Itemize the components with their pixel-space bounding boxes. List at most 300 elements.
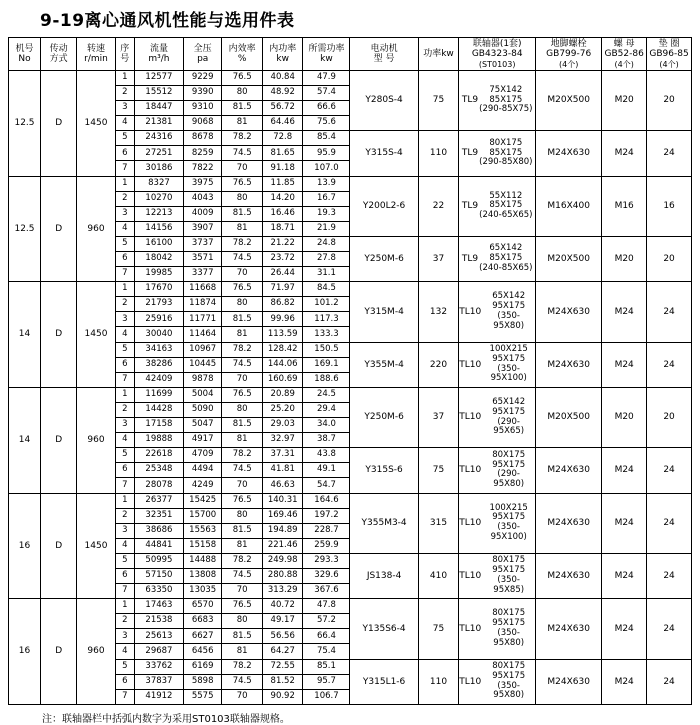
cell-washer: 24 [647,282,692,342]
cell-nut: M16 [602,176,647,236]
cell-flow: 21538 [134,614,183,629]
cell-required-power: 57.2 [303,614,350,629]
cell-pressure: 13035 [183,584,221,599]
cell-motor-power: 75 [418,70,459,130]
cell-efficiency: 80 [222,402,263,417]
cell-anchor-bolt: M20X500 [536,236,602,281]
coupling-sizes: 100X215 95X175 (350-95X100) [489,344,528,384]
cell-washer: 20 [647,70,692,130]
cell-anchor-bolt: M20X500 [536,387,602,447]
cell-efficiency: 74.5 [222,146,263,161]
cell-seq: 1 [115,176,134,191]
coupling-type: TL9 [461,201,479,212]
cell-power: 56.72 [262,101,303,116]
cell-required-power: 27.8 [303,252,350,267]
cell-efficiency: 81 [222,221,263,236]
cell-power: 41.81 [262,463,303,478]
cell-required-power: 133.3 [303,327,350,342]
cell-pressure: 15158 [183,538,221,553]
cell-motor-power: 220 [418,342,459,387]
cell-efficiency: 70 [222,584,263,599]
cell-power: 21.22 [262,236,303,251]
coupling-type: TL10 [459,518,482,529]
cell-nut: M24 [602,282,647,342]
cell-washer: 20 [647,236,692,281]
cell-nut: M24 [602,131,647,176]
cell-flow: 19985 [134,267,183,282]
cell-efficiency: 76.5 [222,387,263,402]
cell-flow: 10270 [134,191,183,206]
cell-machine-no: 12.5 [9,176,41,282]
cell-motor-power: 37 [418,236,459,281]
column-header-13: 螺 母 GB52-86 (4个) [602,38,647,71]
cell-power: 18.71 [262,221,303,236]
cell-power: 249.98 [262,553,303,568]
table-row [9,176,692,191]
column-header-4: 流量 m³/h [134,38,183,71]
cell-seq: 2 [115,508,134,523]
cell-flow: 21381 [134,116,183,131]
cell-pressure: 9068 [183,116,221,131]
cell-motor-power: 132 [418,282,459,342]
cell-pressure: 5898 [183,674,221,689]
cell-seq: 3 [115,418,134,433]
cell-washer: 20 [647,387,692,447]
cell-efficiency: 80 [222,191,263,206]
cell-pressure: 10967 [183,342,221,357]
cell-anchor-bolt: M24X630 [536,131,602,176]
cell-seq: 1 [115,70,134,85]
cell-pressure: 4917 [183,433,221,448]
cell-efficiency: 74.5 [222,463,263,478]
cell-flow: 8327 [134,176,183,191]
coupling-sizes: 100X215 95X175 (350-95X100) [489,502,528,542]
cell-seq: 4 [115,538,134,553]
cell-machine-no: 16 [9,599,41,705]
cell-required-power: 107.0 [303,161,350,176]
cell-drive-type: D [41,176,77,282]
cell-nut: M24 [602,553,647,598]
cell-efficiency: 76.5 [222,176,263,191]
cell-flow: 16100 [134,236,183,251]
cell-efficiency: 76.5 [222,282,263,297]
cell-seq: 5 [115,659,134,674]
cell-seq: 3 [115,312,134,327]
cell-washer: 24 [647,599,692,659]
cell-motor-model: Y250M-6 [350,387,418,447]
cell-drive-type: D [41,282,77,388]
cell-power: 46.63 [262,478,303,493]
cell-flow: 17463 [134,599,183,614]
cell-power: 49.17 [262,614,303,629]
table-header [9,38,692,71]
cell-efficiency: 81.5 [222,101,263,116]
cell-pressure: 3737 [183,236,221,251]
cell-pressure: 4043 [183,191,221,206]
cell-pressure: 10445 [183,357,221,372]
cell-power: 194.89 [262,523,303,538]
cell-required-power: 169.1 [303,357,350,372]
cell-anchor-bolt: M24X630 [536,599,602,659]
cell-seq: 7 [115,372,134,387]
cell-required-power: 85.1 [303,659,350,674]
cell-power: 128.42 [262,342,303,357]
cell-pressure: 5004 [183,387,221,402]
cell-pressure: 5047 [183,418,221,433]
cell-required-power: 75.4 [303,644,350,659]
cell-required-power: 34.0 [303,418,350,433]
cell-rpm: 1450 [77,282,115,388]
cell-flow: 15512 [134,85,183,100]
cell-motor-model: Y280S-4 [350,70,418,130]
cell-flow: 38286 [134,357,183,372]
cell-flow: 21793 [134,297,183,312]
cell-efficiency: 78.2 [222,131,263,146]
cell-motor-model: JS138-4 [350,553,418,598]
cell-power: 72.8 [262,131,303,146]
cell-coupling [459,493,536,553]
cell-seq: 5 [115,553,134,568]
cell-motor-power: 315 [418,493,459,553]
cell-flow: 33762 [134,659,183,674]
cell-pressure: 11668 [183,282,221,297]
cell-pressure: 3907 [183,221,221,236]
cell-efficiency: 81 [222,116,263,131]
cell-washer: 24 [647,493,692,553]
coupling-type: TL9 [461,253,479,264]
cell-required-power: 95.7 [303,674,350,689]
cell-power: 29.03 [262,418,303,433]
cell-efficiency: 74.5 [222,568,263,583]
column-header-7: 内功率 kw [262,38,303,71]
cell-required-power: 49.1 [303,463,350,478]
coupling-sizes: 65X142 85X175 (240-85X65) [479,243,533,273]
cell-flow: 30186 [134,161,183,176]
cell-power: 64.46 [262,116,303,131]
cell-flow: 25613 [134,629,183,644]
cell-machine-no: 14 [9,282,41,388]
cell-pressure: 11771 [183,312,221,327]
cell-flow: 24316 [134,131,183,146]
cell-seq: 5 [115,448,134,463]
page-title: 9-19离心通风机性能与选用件表 [40,11,295,31]
cell-motor-model: Y135S6-4 [350,599,418,659]
cell-pressure: 9229 [183,70,221,85]
cell-required-power: 101.2 [303,297,350,312]
cell-flow: 22618 [134,448,183,463]
cell-power: 280.88 [262,568,303,583]
cell-efficiency: 80 [222,85,263,100]
coupling-type: TL10 [459,623,482,634]
coupling-sizes: 65X142 95X175 (290-95X65) [492,397,526,437]
cell-flow: 19888 [134,433,183,448]
cell-required-power: 29.4 [303,402,350,417]
cell-pressure: 7822 [183,161,221,176]
cell-efficiency: 76.5 [222,493,263,508]
cell-efficiency: 74.5 [222,674,263,689]
cell-flow: 50995 [134,553,183,568]
table-row [9,70,692,85]
cell-pressure: 3571 [183,252,221,267]
cell-coupling [459,131,536,176]
cell-power: 48.92 [262,85,303,100]
coupling-type: TL10 [459,412,482,423]
performance-table [8,37,692,705]
cell-required-power: 164.6 [303,493,350,508]
coupling-type: TL10 [459,359,482,370]
cell-motor-model: Y315L1-6 [350,659,418,704]
cell-flow: 25916 [134,312,183,327]
cell-coupling [459,599,536,659]
cell-seq: 5 [115,342,134,357]
cell-seq: 7 [115,478,134,493]
cell-seq: 6 [115,357,134,372]
column-header-6: 内效率 % [222,38,263,71]
cell-required-power: 228.7 [303,523,350,538]
cell-nut: M24 [602,599,647,659]
cell-pressure: 15563 [183,523,221,538]
cell-flow: 29687 [134,644,183,659]
cell-power: 91.18 [262,161,303,176]
cell-efficiency: 76.5 [222,70,263,85]
cell-seq: 2 [115,85,134,100]
coupling-sizes: 55X112 85X175 (240-65X65) [479,190,533,221]
cell-pressure: 3975 [183,176,221,191]
cell-pressure: 15425 [183,493,221,508]
cell-power: 81.52 [262,674,303,689]
cell-flow: 42409 [134,372,183,387]
cell-power: 169.46 [262,508,303,523]
cell-seq: 5 [115,131,134,146]
column-header-5: 全压 pa [183,38,221,71]
cell-coupling [459,282,536,342]
cell-nut: M24 [602,448,647,493]
cell-pressure: 9310 [183,101,221,116]
cell-required-power: 19.3 [303,206,350,221]
cell-pressure: 14488 [183,553,221,568]
cell-flow: 63350 [134,584,183,599]
cell-rpm: 960 [77,176,115,282]
cell-motor-model: Y200L2-6 [350,176,418,236]
cell-coupling [459,553,536,598]
cell-seq: 7 [115,161,134,176]
cell-power: 71.97 [262,282,303,297]
cell-flow: 18042 [134,252,183,267]
cell-efficiency: 70 [222,372,263,387]
cell-pressure: 9390 [183,85,221,100]
cell-anchor-bolt: M24X630 [536,659,602,704]
cell-required-power: 47.8 [303,599,350,614]
cell-coupling [459,342,536,387]
cell-seq: 6 [115,252,134,267]
cell-seq: 4 [115,644,134,659]
footnote: 注：联轴器栏中括弧内数字为采用ST0103联轴器规格。 [42,713,290,725]
cell-flow: 11699 [134,387,183,402]
cell-efficiency: 74.5 [222,357,263,372]
column-header-8: 所需功率 kw [303,38,350,71]
cell-efficiency: 76.5 [222,599,263,614]
table-row [9,387,692,402]
cell-efficiency: 81 [222,433,263,448]
coupling-type: TL10 [459,570,482,581]
cell-anchor-bolt: M24X630 [536,282,602,342]
cell-required-power: 43.8 [303,448,350,463]
cell-anchor-bolt: M24X630 [536,553,602,598]
cell-required-power: 293.3 [303,553,350,568]
cell-power: 26.44 [262,267,303,282]
cell-efficiency: 81.5 [222,418,263,433]
cell-anchor-bolt: M20X500 [536,70,602,130]
cell-motor-power: 75 [418,448,459,493]
cell-efficiency: 80 [222,508,263,523]
cell-seq: 2 [115,297,134,312]
cell-motor-model: Y355M-4 [350,342,418,387]
cell-required-power: 75.6 [303,116,350,131]
cell-seq: 7 [115,267,134,282]
cell-efficiency: 70 [222,161,263,176]
cell-efficiency: 70 [222,478,263,493]
column-header-3: 序 号 [115,38,134,71]
cell-pressure: 15700 [183,508,221,523]
cell-washer: 24 [647,659,692,704]
cell-flow: 12577 [134,70,183,85]
cell-efficiency: 78.2 [222,659,263,674]
cell-power: 90.92 [262,689,303,704]
column-header-10: 功率kw [418,38,459,71]
cell-coupling [459,70,536,130]
cell-power: 140.31 [262,493,303,508]
cell-required-power: 47.9 [303,70,350,85]
cell-seq: 6 [115,463,134,478]
cell-seq: 4 [115,433,134,448]
cell-required-power: 259.9 [303,538,350,553]
cell-required-power: 329.6 [303,568,350,583]
cell-required-power: 188.6 [303,372,350,387]
cell-power: 221.46 [262,538,303,553]
cell-required-power: 84.5 [303,282,350,297]
cell-motor-power: 22 [418,176,459,236]
coupling-type: TL10 [459,306,482,317]
cell-required-power: 16.7 [303,191,350,206]
cell-flow: 38686 [134,523,183,538]
cell-rpm: 1450 [77,493,115,599]
table-row [9,282,692,297]
coupling-type: TL9 [461,95,479,106]
table-row [9,599,692,614]
column-header-14: 垫 圈 GB96-85 (4个) [647,38,692,71]
cell-power: 16.46 [262,206,303,221]
cell-efficiency: 81.5 [222,629,263,644]
cell-efficiency: 70 [222,689,263,704]
cell-nut: M24 [602,342,647,387]
column-header-2: 转速 r/min [77,38,115,71]
cell-power: 99.96 [262,312,303,327]
cell-flow: 18447 [134,101,183,116]
cell-pressure: 9878 [183,372,221,387]
cell-efficiency: 78.2 [222,553,263,568]
cell-pressure: 4709 [183,448,221,463]
coupling-sizes: 80X175 95X175 (350-95X80) [492,608,526,648]
cell-washer: 24 [647,448,692,493]
cell-efficiency: 74.5 [222,252,263,267]
cell-required-power: 31.1 [303,267,350,282]
cell-efficiency: 81 [222,327,263,342]
cell-flow: 41912 [134,689,183,704]
cell-coupling [459,176,536,236]
cell-required-power: 106.7 [303,689,350,704]
cell-motor-power: 410 [418,553,459,598]
cell-flow: 17158 [134,418,183,433]
cell-power: 81.65 [262,146,303,161]
cell-efficiency: 78.2 [222,448,263,463]
cell-power: 313.29 [262,584,303,599]
cell-required-power: 38.7 [303,433,350,448]
cell-required-power: 21.9 [303,221,350,236]
cell-coupling [459,659,536,704]
cell-flow: 32351 [134,508,183,523]
cell-power: 86.82 [262,297,303,312]
cell-flow: 14156 [134,221,183,236]
cell-efficiency: 81 [222,538,263,553]
cell-efficiency: 81.5 [222,523,263,538]
cell-power: 72.55 [262,659,303,674]
cell-power: 56.56 [262,629,303,644]
cell-seq: 6 [115,568,134,583]
cell-seq: 4 [115,327,134,342]
coupling-sizes: 80X175 95X175 (290-95X80) [492,449,526,490]
cell-seq: 6 [115,674,134,689]
cell-required-power: 57.4 [303,85,350,100]
column-header-1: 传动 方式 [41,38,77,71]
column-header-12: 地脚螺栓 GB799-76 (4个) [536,38,602,71]
cell-power: 25.20 [262,402,303,417]
cell-power: 113.59 [262,327,303,342]
cell-machine-no: 16 [9,493,41,599]
table-body [9,70,692,704]
cell-required-power: 66.4 [303,629,350,644]
cell-efficiency: 81.5 [222,312,263,327]
cell-motor-model: Y355M3-4 [350,493,418,553]
cell-anchor-bolt: M24X630 [536,493,602,553]
cell-motor-model: Y315S-4 [350,131,418,176]
cell-pressure: 4249 [183,478,221,493]
cell-required-power: 117.3 [303,312,350,327]
cell-seq: 2 [115,614,134,629]
cell-required-power: 24.5 [303,387,350,402]
coupling-type: TL9 [461,148,479,159]
cell-required-power: 197.2 [303,508,350,523]
cell-power: 40.84 [262,70,303,85]
cell-rpm: 960 [77,387,115,493]
column-header-0: 机号 No [9,38,41,71]
column-header-11: 联轴器(1套) GB4323-84 (ST0103) [459,38,536,71]
cell-pressure: 4494 [183,463,221,478]
cell-pressure: 8259 [183,146,221,161]
cell-seq: 3 [115,101,134,116]
cell-pressure: 6683 [183,614,221,629]
cell-pressure: 11464 [183,327,221,342]
cell-power: 160.69 [262,372,303,387]
cell-pressure: 8678 [183,131,221,146]
cell-anchor-bolt: M24X630 [536,342,602,387]
cell-drive-type: D [41,387,77,493]
cell-flow: 34163 [134,342,183,357]
cell-efficiency: 78.2 [222,342,263,357]
cell-efficiency: 78.2 [222,236,263,251]
cell-pressure: 11874 [183,297,221,312]
cell-washer: 24 [647,553,692,598]
cell-efficiency: 70 [222,267,263,282]
